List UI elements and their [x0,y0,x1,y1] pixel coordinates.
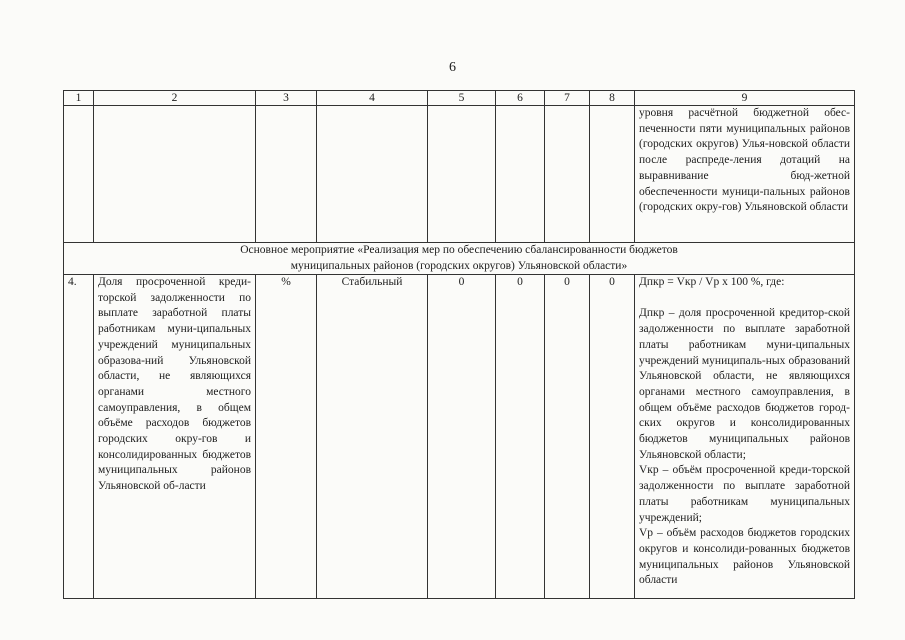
cont-cell-5 [428,106,496,243]
column-header-7: 7 [545,91,590,106]
definition-vr: Vр – объём расходов бюджетов городских округов и консолиди-рованных бюджетов муниципальных районов Ульяновской области [639,527,850,587]
value-col-6: 0 [496,275,545,599]
continuation-row [64,106,855,243]
indicator-table [63,90,855,599]
continuation-text: уровня расчётной бюджетной обес-печенности пяти муниципальных районов (городских округов) Улья-новской области после распреде-ления дотаций на выравнивание бюд-жетной обеспеченности муници-пальных районов (городских окру-гов) Ульяновской области [635,106,855,243]
cont-cell-8 [590,106,635,243]
cont-cell-2 [94,106,256,243]
formula: Дпкр = Vкр / Vр х 100 %, где: [639,276,785,288]
table-row [64,275,855,599]
column-header-9: 9 [635,91,855,106]
cont-cell-1 [64,106,94,243]
section-heading-row [64,243,855,275]
column-header-3: 3 [256,91,317,106]
column-header-8: 8 [590,91,635,106]
indicator-unit: % [256,275,317,599]
column-header-4: 4 [317,91,428,106]
indicator-name: Доля просроченной креди-торской задолженности по выплате заработной платы работникам муни-ципальных учреждений муниципальных образова-ний Ульяновской области, не являющихся органами местного самоуправления, в общем объёме расходов бюджетов городских окру-гов и консолидированных бюджетов муниципальных районов Ульяновской об-ласти [94,275,256,599]
cont-cell-4 [317,106,428,243]
row-number: 4. [64,275,94,599]
calculation-method [635,275,855,599]
value-col-8: 0 [590,275,635,599]
spacer [639,291,850,307]
cont-cell-7 [545,106,590,243]
section-heading [64,243,855,275]
value-col-7: 0 [545,275,590,599]
cont-cell-3 [256,106,317,243]
definition-vkr: Vкр – объём просроченной креди-торской задолженности по выплате заработной платы работникам муниципальных учреждений; [639,464,850,524]
definition-dpkr: Дпкр – доля просроченной кредитор-ской задолженности по выплате заработной платы работникам муни-ципальных учреждений муниципаль-ных образований Ульяновской области, не являющихся органами местного самоуправления, в общем объёме расходов бюджетов город-ских округов и консолидированных бюджетов муниципальных районов Ульяновской области; [639,307,850,461]
column-header-5: 5 [428,91,496,106]
page-number: 6 [449,60,456,75]
column-number-row [64,91,855,106]
column-header-2: 2 [94,91,256,106]
cont-cell-6 [496,106,545,243]
column-header-1: 1 [64,91,94,106]
section-heading-line-2: муниципальных районов (городских округов) Ульяновской области» [290,259,628,272]
indicator-trend: Стабильный [317,275,428,599]
column-header-6: 6 [496,91,545,106]
section-heading-line-1: Основное мероприятие «Реализация мер по обеспечению сбалансированности бюджетов [240,244,678,256]
value-col-5: 0 [428,275,496,599]
